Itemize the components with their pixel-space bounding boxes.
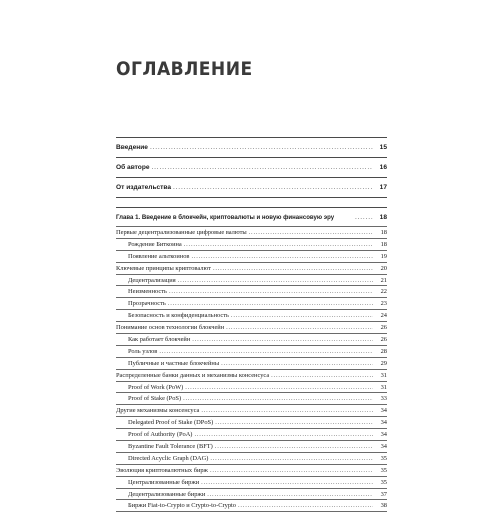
dot-leader: [185, 384, 373, 391]
toc-entry-page: 15: [379, 144, 387, 151]
toc-entry-page: 28: [380, 347, 387, 355]
toc-entry-page: 26: [380, 335, 387, 343]
dot-leader: [152, 164, 373, 171]
toc-subsection[interactable]: [116, 476, 387, 488]
toc-subsection[interactable]: [116, 250, 387, 262]
toc-entry-page: 31: [380, 383, 387, 391]
toc-entry-label: Proof of Work (PoW): [128, 383, 184, 391]
toc-entry-page: 22: [380, 288, 387, 296]
toc-entry-label: Первые децентрализованные цифровые валюты: [116, 228, 247, 236]
toc-section[interactable]: [116, 404, 387, 416]
toc-entry-page: 20: [380, 264, 387, 272]
toc-entry-page: 23: [380, 300, 387, 308]
toc-entry-page: 29: [380, 359, 387, 367]
toc-entry-page: 19: [380, 252, 387, 260]
dot-leader: [178, 277, 373, 284]
toc-subsection[interactable]: [116, 381, 387, 393]
dot-leader: [201, 479, 373, 486]
toc-subsection[interactable]: [116, 488, 387, 500]
toc-subsection[interactable]: [116, 297, 387, 309]
toc-entry-page: 34: [380, 419, 387, 427]
dot-leader: [201, 407, 373, 414]
toc-entry-label: Delegated Proof of Stake (DPoS): [128, 419, 214, 427]
toc-section[interactable]: [116, 464, 387, 476]
toc-entry-label: Proof of Authority (PoA): [128, 431, 193, 439]
toc-entry-label: Биржи Fiat-to-Crypto и Crypto-to-Crypto: [128, 502, 236, 510]
toc-entry-page: 31: [380, 371, 387, 379]
dot-leader: [249, 229, 373, 236]
toc-entry-page: 21: [380, 276, 387, 284]
toc-entry-label: Другие механизмы консенсуса: [116, 407, 200, 415]
toc-subsection[interactable]: [116, 357, 387, 369]
dot-leader: [238, 502, 373, 509]
toc-subsection[interactable]: [116, 452, 387, 464]
toc-subsection[interactable]: [116, 345, 387, 357]
dot-leader: [271, 372, 373, 379]
dot-leader: [173, 184, 373, 191]
toc-entry-page: 34: [380, 407, 387, 415]
dot-leader: [207, 491, 373, 498]
dot-leader: [191, 253, 373, 260]
toc-section[interactable]: [116, 321, 387, 333]
toc-entry-page: 33: [380, 395, 387, 403]
dot-leader: [226, 324, 373, 331]
toc-entry-page: 18: [380, 228, 387, 236]
toc-entry-page: 16: [379, 164, 387, 171]
dot-leader: [355, 214, 373, 221]
toc-entry-label: Proof of Stake (PoS): [128, 395, 182, 403]
dot-leader: [215, 443, 373, 450]
table-of-contents: [116, 137, 387, 512]
toc-entry-page: 34: [380, 431, 387, 439]
dot-leader: [169, 288, 373, 295]
toc-subsection[interactable]: [116, 333, 387, 345]
toc-entry-label: Роль узлов: [128, 347, 158, 355]
toc-subsection[interactable]: [116, 499, 387, 511]
toc-entry-label: Появление альткоинов: [128, 252, 190, 260]
toc-chapter-1[interactable]: [116, 207, 387, 226]
toc-entry-about-author[interactable]: [116, 157, 387, 177]
toc-section[interactable]: [116, 226, 387, 238]
page-title: ОГЛАВЛЕНИЕ: [116, 58, 253, 80]
toc-subsection[interactable]: [116, 238, 387, 250]
toc-entry-page: 35: [380, 454, 387, 462]
toc-entry-page: 38: [380, 502, 387, 510]
dot-leader: [183, 395, 373, 402]
toc-entry-introduction[interactable]: [116, 137, 387, 157]
toc-subsection[interactable]: [116, 440, 387, 452]
toc-section[interactable]: [116, 262, 387, 274]
toc-entry-label: Децентрализованные биржи: [128, 490, 206, 498]
toc-chapter-page: 18: [379, 213, 387, 221]
toc-chapter-label: Глава 1. Введение в блокчейн, криптовалюты и новую финансовую эру: [116, 213, 335, 221]
toc-subsection[interactable]: [116, 416, 387, 428]
toc-subsection[interactable]: [116, 285, 387, 297]
toc-entry-label: От издательства: [116, 184, 172, 191]
toc-entry-label: Эволюция криптовалютных бирж: [116, 466, 208, 474]
toc-entry-label: Централизованные биржи: [128, 478, 200, 486]
toc-entry-page: 24: [380, 312, 387, 320]
toc-entry-label: Безопасность и конфиденциальность: [128, 312, 229, 320]
toc-section-list: [116, 226, 387, 511]
toc-entry-label: Распределенные банки данных и механизмы консенсуса: [116, 371, 270, 379]
dot-leader: [221, 360, 373, 367]
dot-leader: [210, 455, 373, 462]
toc-entry-page: 35: [380, 466, 387, 474]
toc-entry-page: 18: [380, 240, 387, 248]
dot-leader: [150, 144, 373, 151]
dot-leader: [184, 241, 373, 248]
dot-leader: [231, 312, 373, 319]
toc-entry-label: Введение: [116, 144, 148, 151]
toc-subsection[interactable]: [116, 309, 387, 321]
toc-subsection[interactable]: [116, 392, 387, 404]
toc-entry-label: Byzantine Fault Tolerance (BFT): [128, 442, 213, 450]
toc-entry-page: 17: [379, 184, 387, 191]
dot-leader: [168, 300, 373, 307]
dot-leader: [213, 265, 373, 272]
toc-entry-label: Об авторе: [116, 164, 150, 171]
toc-subsection[interactable]: [116, 428, 387, 440]
toc-entry-page: 34: [380, 442, 387, 450]
toc-entry-page: 37: [380, 490, 387, 498]
toc-entry-label: Публичные и частные блокчейны: [128, 359, 220, 367]
toc-entry-label: Directed Acyclic Graph (DAG): [128, 454, 209, 462]
toc-entry-page: 26: [380, 324, 387, 332]
toc-section[interactable]: [116, 369, 387, 381]
toc-entry-label: Неизменность: [128, 288, 167, 296]
toc-entry-label: Прозрачность: [128, 300, 166, 308]
toc-subsection[interactable]: [116, 274, 387, 286]
dot-leader: [159, 348, 373, 355]
toc-entry-label: Децентрализация: [128, 276, 176, 284]
dot-leader: [192, 336, 373, 343]
toc-entry-from-publisher[interactable]: [116, 177, 387, 198]
dot-leader: [215, 419, 373, 426]
toc-entry-label: Ключевые принципы криптовалют: [116, 264, 211, 272]
toc-entry-label: Рождение Биткоина: [128, 240, 182, 248]
dot-leader: [194, 431, 373, 438]
dot-leader: [210, 467, 373, 474]
toc-entry-page: 35: [380, 478, 387, 486]
toc-entry-label: Как работает блокчейн: [128, 335, 191, 343]
toc-entry-label: Понимание основ технологии блокчейн: [116, 324, 225, 332]
